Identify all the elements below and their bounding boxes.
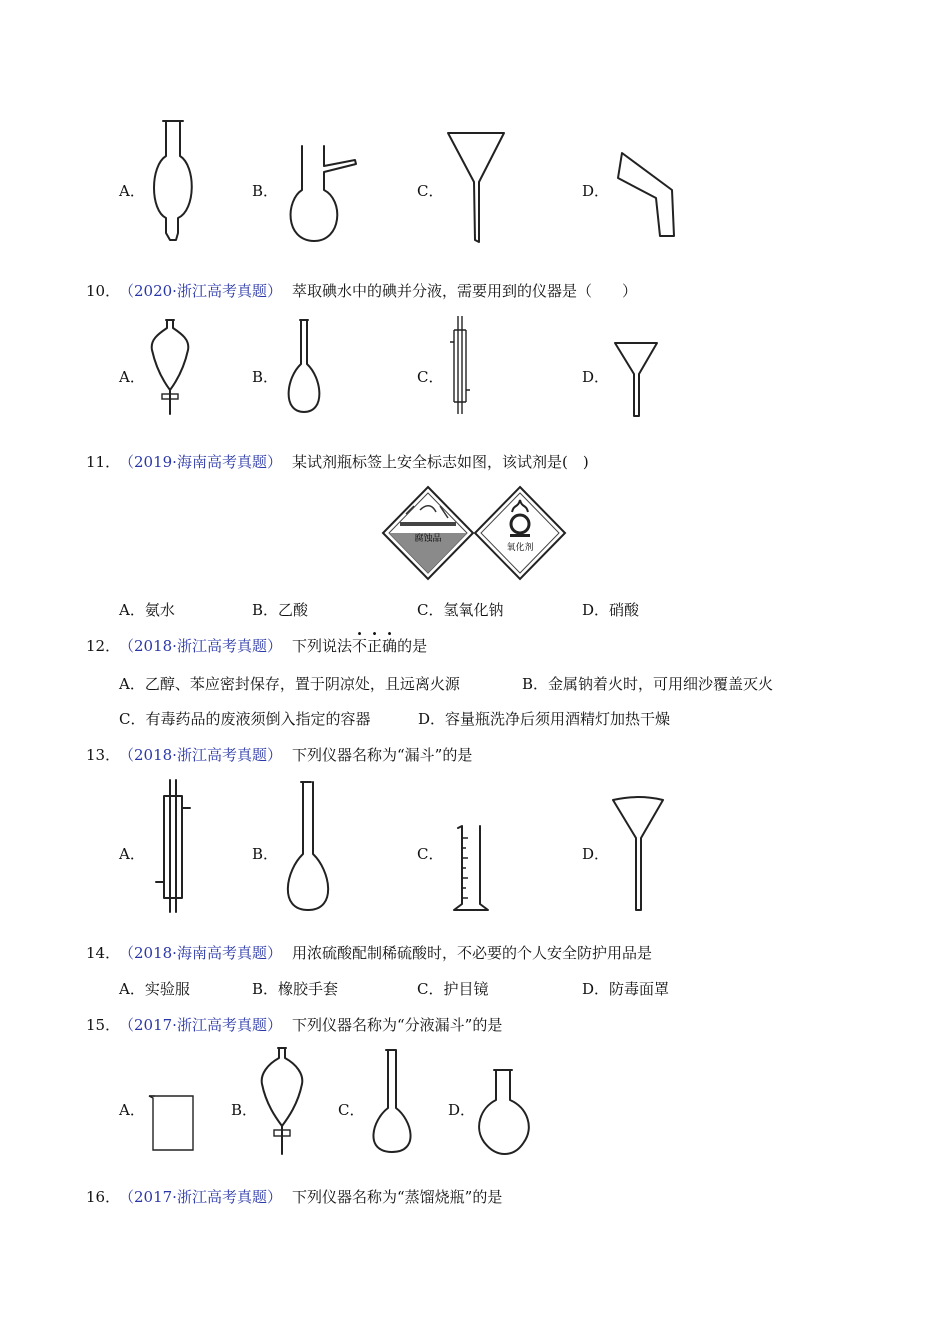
option-d-label: D． <box>582 845 610 863</box>
question-stem: 用浓硫酸配制稀硫酸时，不必要的个人安全防护用品是 <box>292 944 653 962</box>
option-b-label: B． <box>252 368 279 386</box>
oxidizer-sign <box>472 484 568 582</box>
question-number: 11． <box>86 453 121 471</box>
option-b-label: B． <box>252 182 279 200</box>
hazard-signs <box>380 484 570 582</box>
question-source: （2018·海南高考真题） <box>119 944 282 962</box>
question-stem <box>292 636 427 656</box>
round-bottom-flask-image <box>474 1066 534 1156</box>
option-b: B．橡胶手套 <box>252 980 339 998</box>
condenser-image <box>446 314 474 418</box>
corrosive-sign-label: 腐蚀品 <box>414 534 442 544</box>
beaker-image <box>146 1092 198 1154</box>
question-stem: 下列仪器名称为“分液漏斗”的是 <box>292 1016 503 1034</box>
long-funnel-image <box>445 130 507 246</box>
option-b: B．乙酸 <box>252 601 309 619</box>
option-c: C．有毒药品的废液须倒入指定的容器 <box>119 710 371 728</box>
volumetric-flask-image <box>282 316 330 416</box>
short-funnel-image <box>612 340 660 420</box>
question-source: （2020·浙江高考真题） <box>119 282 282 300</box>
option-a: A．乙醇、苯应密封保存，置于阴凉处，且远离火源 <box>119 675 460 693</box>
question-stem: 下列仪器名称为“蒸馏烧瓶”的是 <box>292 1188 503 1206</box>
question-stem: 某试剂瓶标签上安全标志如图，该试剂是( ) <box>292 453 589 471</box>
question-source: （2019·海南高考真题） <box>119 453 282 471</box>
question-source: （2017·浙江高考真题） <box>119 1188 282 1206</box>
option-d-label: D． <box>582 368 610 386</box>
volumetric-flask-image <box>280 778 336 914</box>
option-a-label: A． <box>119 845 145 863</box>
emphasis-char: 正 <box>367 637 383 655</box>
option-b: B．金属钠着火时，可用细沙覆盖灭火 <box>522 675 774 693</box>
option-c: C．氢氧化钠 <box>417 601 504 619</box>
option-c: C．护目镜 <box>417 980 489 998</box>
option-d: D．容量瓶洗净后须用酒精灯加热干燥 <box>418 710 671 728</box>
question-number: 15． <box>86 1016 121 1034</box>
option-a: A．氨水 <box>119 601 175 619</box>
question-source: （2018·浙江高考真题） <box>119 746 282 764</box>
option-d-label: D． <box>448 1101 476 1119</box>
question-source: （2018·浙江高考真题） <box>119 637 282 655</box>
question-stem: 下列仪器名称为“漏斗”的是 <box>292 746 473 764</box>
option-c-label: C． <box>338 1101 365 1119</box>
volumetric-flask-image <box>364 1046 420 1156</box>
oxidizer-sign-label: 氧化剂 <box>506 543 534 553</box>
stem-post: 的是 <box>397 637 428 655</box>
question-source: （2017·浙江高考真题） <box>119 1016 282 1034</box>
question-number: 14． <box>86 944 121 962</box>
bent-tube-image <box>612 150 678 240</box>
option-a-label: A． <box>119 368 145 386</box>
option-c-label: C． <box>417 182 444 200</box>
option-a-label: A． <box>119 1101 145 1119</box>
option-a: A．实验服 <box>119 980 190 998</box>
option-d-label: D． <box>582 182 610 200</box>
question-number: 13． <box>86 746 121 764</box>
option-d: D．防毒面罩 <box>582 980 670 998</box>
question-number: 12． <box>86 637 121 655</box>
separatory-funnel-image <box>256 1044 308 1156</box>
option-b-label: B． <box>231 1101 258 1119</box>
option-b-label: B． <box>252 845 279 863</box>
separatory-funnel-image <box>148 316 192 418</box>
graduated-cylinder-image <box>448 822 492 914</box>
condenser-image <box>150 778 194 914</box>
option-c-label: C． <box>417 368 444 386</box>
emphasis-char: 不 <box>352 637 368 655</box>
funnel-image <box>610 794 666 914</box>
option-c-label: C． <box>417 845 444 863</box>
option-a-label: A． <box>119 182 145 200</box>
bulb-funnel-image <box>148 118 198 244</box>
question-number: 10． <box>86 282 121 300</box>
stem-pre: 下列说法 <box>292 637 353 655</box>
option-d: D．硝酸 <box>582 601 640 619</box>
distillation-flask-image <box>284 144 360 244</box>
question-stem: 萃取碘水中的碘并分液，需要用到的仪器是（ ） <box>292 282 638 300</box>
emphasis-char: 确 <box>382 637 398 655</box>
question-number: 16． <box>86 1188 121 1206</box>
